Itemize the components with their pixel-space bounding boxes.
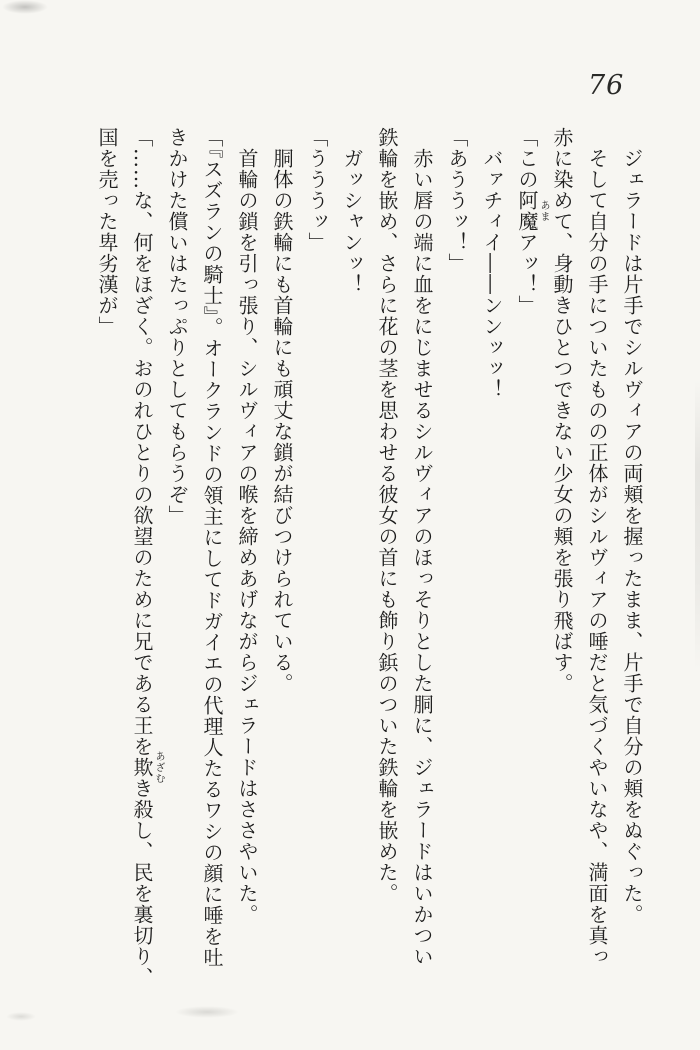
text-column: 「あううッ！」 [445,127,469,274]
text-column: 胴体の鉄輪にも首輪にも頑丈な鎖が結びつけられている。 [270,148,294,694]
furigana-annotation: あざむ [153,751,164,784]
text-column: 「うううッ」 [305,127,329,253]
text-column: 国を売った卑劣漢が」 [95,127,119,337]
text-column: 「……な、何をほざく。おのれひとりの欲望のために兄である王を欺き殺し、民を裏切り、 [130,127,154,988]
text-column: 鉄輪を嵌め、さらに花の茎を思わせる彼女の首にも飾り鋲のついた鉄輪を嵌めた。 [375,127,399,904]
text-column: 「『スズランの騎士』。オークランドの領主にしてドガイエの代理人たるワシの顔に唾を吐 [200,127,224,968]
page-number: 76 [588,70,625,101]
text-column: バァチィイ――ンンッッ！ [480,148,504,400]
text-column: ジェラードは片手でシルヴィアの両頬を握ったまま、片手で自分の頬をぬぐった。 [620,148,644,925]
text-column: 首輪の鎖を引っ張り、シルヴィアの喉を締めあげながらジェラードはささやいた。 [235,148,259,925]
text-column: ガッシャンッ！ [340,148,364,295]
text-column: 赤い唇の端に血をにじませるシルヴィアのほっそりとした胴に、ジェラードはいかつい [410,148,434,967]
text-column: 「この阿魔アッ！」 [515,127,539,316]
text-column: 赤に染めて、身動きひとつできない少女の頬を張り飛ばす。 [550,127,574,694]
text-column: そして自分の手についたものの正体がシルヴィアの唾だと気づくやいなや、満面を真っ [585,148,609,967]
text-column: きかけた償いはたっぷりとしてもらうぞ」 [165,127,189,526]
furigana-annotation: あま [538,200,549,222]
